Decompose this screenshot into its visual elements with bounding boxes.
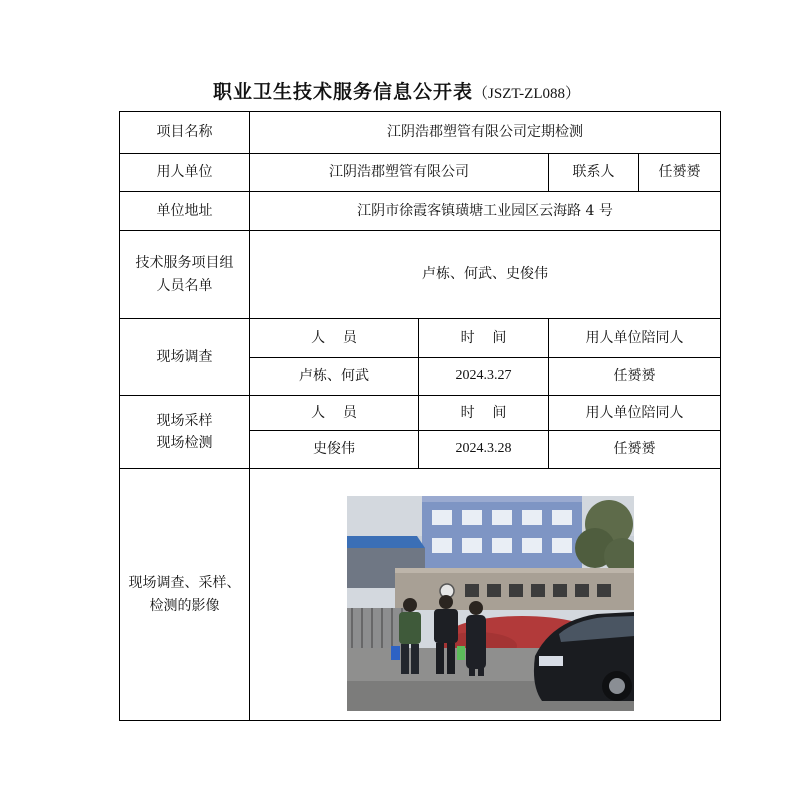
address-label: 单位地址 xyxy=(120,192,250,231)
sampling-header-companion: 用人单位陪同人 xyxy=(549,396,721,431)
row-employer xyxy=(120,154,721,192)
site-photo-illustration xyxy=(347,496,634,711)
project-label: 项目名称 xyxy=(120,112,250,154)
row-images xyxy=(120,469,721,721)
address-value: 江阴市徐霞客镇璜塘工业园区云海路 4 号 xyxy=(250,192,721,231)
title-code: （JSZT-ZL088） xyxy=(473,86,580,102)
survey-label: 现场调查 xyxy=(120,319,250,396)
employer-label: 用人单位 xyxy=(120,154,250,192)
team-label-line2: 人员名单 xyxy=(156,277,213,294)
team-label xyxy=(120,231,250,319)
site-photo xyxy=(347,496,634,711)
survey-header-time: 时 间 xyxy=(419,319,549,358)
row-address xyxy=(120,192,721,231)
sampling-personnel: 史俊伟 xyxy=(250,431,419,469)
survey-header-personnel: 人 员 xyxy=(250,319,419,358)
contact-label: 联系人 xyxy=(549,154,639,192)
sampling-label xyxy=(120,396,250,469)
row-team xyxy=(120,231,721,319)
row-project xyxy=(120,112,721,154)
sampling-label-line2: 现场检测 xyxy=(156,435,213,451)
document-title xyxy=(0,77,793,104)
sampling-header-personnel: 人 员 xyxy=(250,396,419,431)
employer-value: 江阴浩郡塑管有限公司 xyxy=(250,154,549,192)
images-label xyxy=(120,469,250,721)
info-table xyxy=(119,111,721,721)
sampling-header-time: 时 间 xyxy=(419,396,549,431)
sampling-label-line1: 现场采样 xyxy=(156,412,213,429)
survey-time: 2024.3.27 xyxy=(419,358,549,396)
images-label-line2: 检测的影像 xyxy=(149,597,220,614)
images-cell xyxy=(250,469,721,721)
contact-value: 任赟赟 xyxy=(639,154,721,192)
team-value: 卢栋、何武、史俊伟 xyxy=(250,231,721,319)
team-label-line1: 技术服务项目组 xyxy=(135,255,234,272)
survey-header-companion: 用人单位陪同人 xyxy=(549,319,721,358)
title-main: 职业卫生技术服务信息公开表 xyxy=(213,81,474,103)
project-value: 江阴浩郡塑管有限公司定期检测 xyxy=(250,112,721,154)
sampling-companion: 任赟赟 xyxy=(549,431,721,469)
sampling-time: 2024.3.28 xyxy=(419,431,549,469)
row-sampling-header xyxy=(120,396,721,431)
survey-personnel: 卢栋、何武 xyxy=(250,358,419,396)
row-survey-header xyxy=(120,319,721,358)
images-label-line1: 现场调查、采样、 xyxy=(128,575,241,592)
survey-companion: 任赟赟 xyxy=(549,358,721,396)
